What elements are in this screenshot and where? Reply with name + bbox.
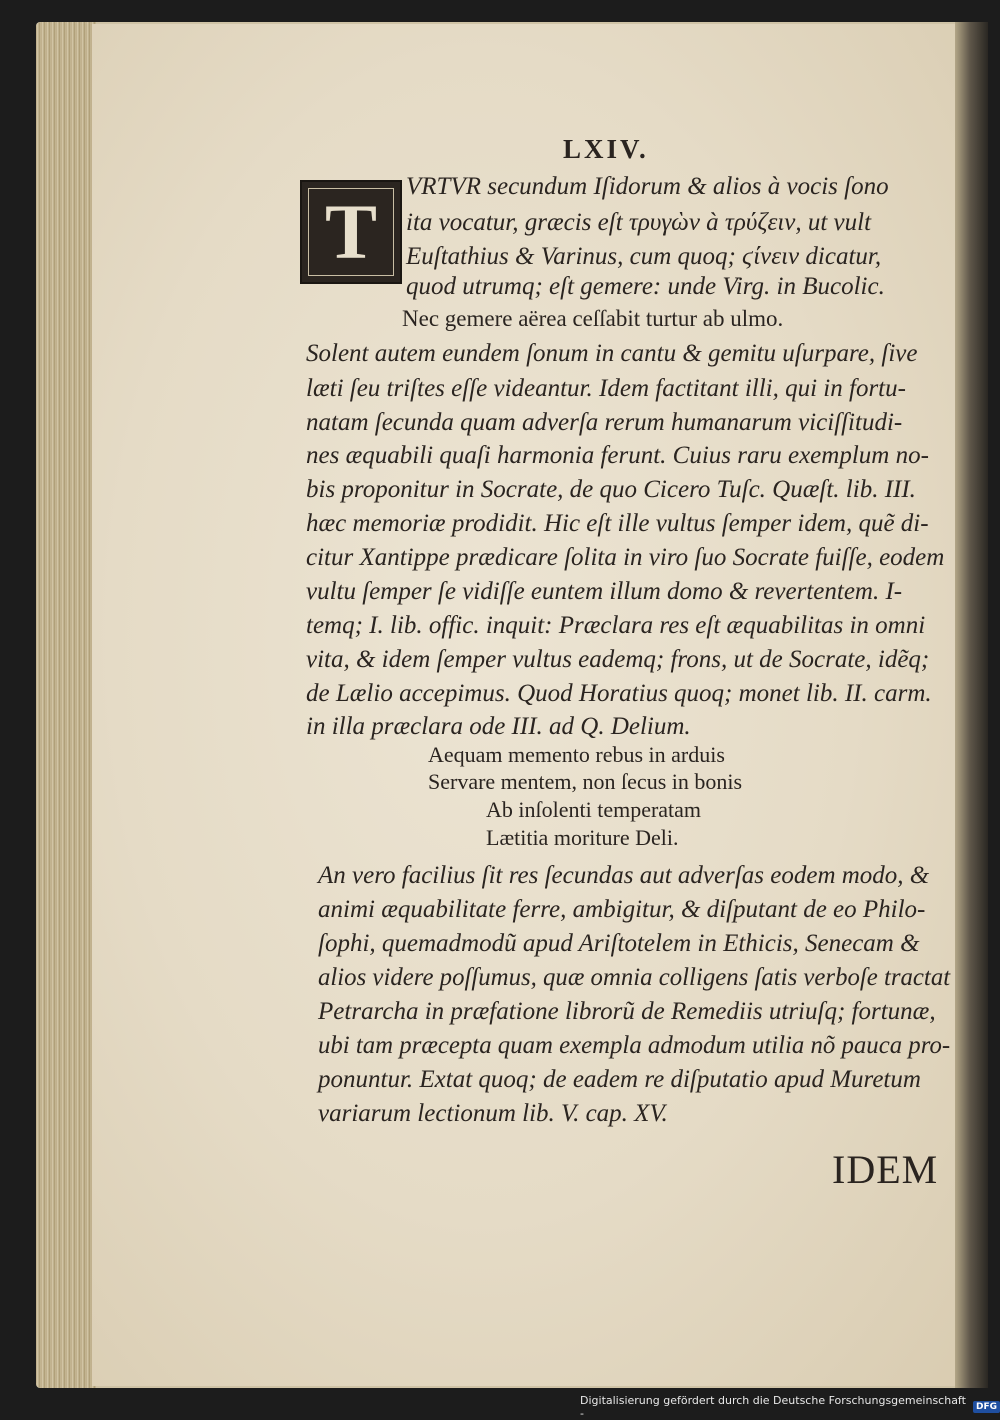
opening-line: quod utrumq; eſt gemere: unde Virg. in Bucolic.	[406, 273, 885, 300]
catchword: IDEM	[832, 1147, 939, 1192]
verse-line: Ab inſolenti temperatam	[486, 797, 702, 822]
body-line: læti ſeu triſtes eſſe videantur. Idem factitant illi, qui in fortu-	[306, 375, 906, 402]
body-line: An vero facilius ſit res ſecundas aut adverſas eodem modo, &	[318, 862, 930, 889]
body-line: alios videre poſſumus, quæ omnia colligens ſatis verboſe tractat	[318, 964, 951, 991]
body-line: ubi tam præcepta quam exempla admodum utilia nõ pauca pro-	[318, 1032, 951, 1059]
body-line: ponuntur. Extat quoq; de eadem re diſputatio apud Muretum	[318, 1066, 921, 1093]
verse-line: Aequam memento rebus in arduis	[428, 742, 725, 767]
body-line: variarum lectionum lib. V. cap. XV.	[318, 1100, 668, 1127]
body-line: in illa præclara ode III. ad Q. Delium.	[306, 713, 691, 740]
folio: LXIV.	[563, 134, 649, 164]
body-line: ſophi, quemadmodũ apud Ariſtotelem in Ethicis, Senecam &	[318, 930, 920, 957]
body-line: temq; I. lib. offic. inquit: Præclara res eſt æquabilitas in omni	[306, 612, 926, 639]
opening-line: VRTVR secundum Iſidorum & alios à vocis ſono	[406, 173, 889, 200]
verse-line: Lætitia moriture Deli.	[486, 825, 679, 850]
body-line: animi æquabilitate ferre, ambigitur, & diſputant de eo Philo-	[318, 896, 926, 923]
body-line: Petrarcha in præfatione librorũ de Remediis utriuſq; fortunæ,	[318, 998, 936, 1025]
page-edges	[36, 22, 96, 1388]
body-line: vita, & idem ſemper vultus eademq; frons, ut de Socrate, idẽq;	[306, 646, 930, 673]
opening-line: ita vocatur, græcis eſt τρυγὼν à τρύζειν, ut vult	[406, 209, 872, 236]
body-line: vultu ſemper ſe vidiſſe euntem illum domo & revertentem. I-	[306, 578, 903, 605]
body-line: natam ſecunda quam adverſa rerum humanarum viciſſitudi-	[306, 409, 903, 436]
body-line: nes æquabili quaſi harmonia ferunt. Cuius raru exemplum no-	[306, 442, 929, 469]
body-line: Solent autem eundem ſonum in cantu & gemitu uſurpare, ſive	[306, 340, 918, 367]
body-line: de Lælio accepimus. Quod Horatius quoq; monet lib. II. carm.	[306, 680, 932, 707]
body-line: citur Xantippe prædicare ſolita in viro ſuo Socrate fuiſſe, eodem	[306, 544, 945, 571]
quote-line: Nec gemere aërea ceſſabit turtur ab ulmo.	[402, 306, 784, 331]
footer-text: Digitalisierung gefördert durch die Deutsche Forschungsgemeinschaft -	[580, 1394, 966, 1420]
body-line: hæc memoriæ prodidit. Hic eſt ille vultus ſemper idem, quẽ di-	[306, 510, 929, 537]
gutter-shadow	[955, 22, 988, 1388]
decorated-initial	[300, 180, 402, 284]
verse-line: Servare mentem, non ſecus in bonis	[428, 769, 743, 794]
opening-line: Euſtathius & Varinus, cum quoq; ϛίνειν dicatur,	[406, 243, 882, 270]
dfg-logo: DFG	[973, 1401, 1000, 1413]
body-line: bis proponitur in Socrate, de quo Cicero Tuſc. Quæſt. lib. III.	[306, 476, 916, 503]
initial-letter: T	[308, 188, 394, 276]
footer-credit	[580, 1394, 1000, 1420]
